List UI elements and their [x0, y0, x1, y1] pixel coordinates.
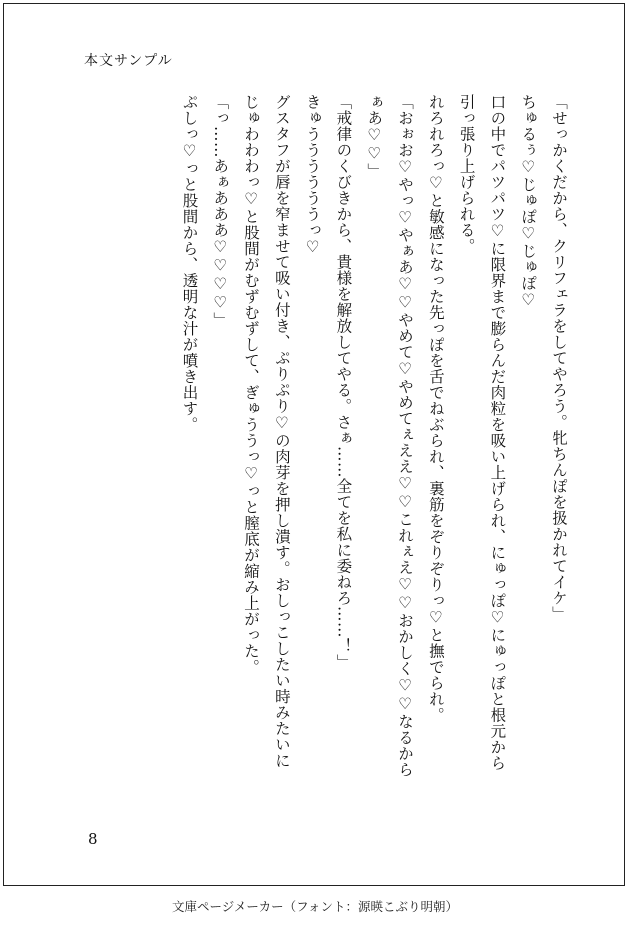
book-page: [3, 3, 625, 886]
footer-caption: 文庫ページメーカー（フォント：源暎こぶり明朝）: [171, 899, 458, 914]
running-header: 本文サンプル: [84, 53, 173, 69]
paragraph: ちゅるぅ♡じゅぽ♡じゅぽ♡: [519, 94, 538, 310]
paragraph: きゅううううううっ♡: [303, 94, 322, 257]
paragraph: 「おぉお♡やっ♡やぁあ♡♡やめて♡やめてぇええ♡♡これぇえ♡♡おかしく♡♡なるからぁあ♡♡」: [365, 94, 415, 778]
paragraph: 口の中でパツパツ♡に限界まで膨らんだ肉粒を吸い上げられ、にゅっぽ♡にゅっぽと根元から引っ張り上げられる。: [457, 94, 507, 771]
paragraph: 「っ……あぁあああ♡♡♡♡」: [211, 94, 230, 328]
paragraph: グスタフが唇を窄ませて吸い付き、ぷりぷり♡の肉芽を押し潰す。おしっこしたい時みたいにじゅわわわっ♡と股間がむずむずして、ぎゅううっ♡っと膣底が縮み上がった。: [242, 94, 291, 769]
paragraph: 「戒律のくびきから、貴様を解放してやる。さぁ……全てを私に委ねろ……！」: [334, 94, 353, 670]
paragraph: ぷしっ♡っと股間から、透明な汁が噴き出す。: [180, 94, 199, 433]
paragraph: 「せっかくだから、クリフェラをしてやろう。牝ちんぽを扱かれてイケ」: [550, 94, 568, 622]
vertical-body-text: [64, 94, 574, 784]
page-number: 8: [88, 830, 98, 848]
paragraph: れろれろっ♡と敏感になった先っぽを舌でねぶられ、裏筋をぞりぞりっ♡と撫でられ。: [426, 94, 445, 723]
